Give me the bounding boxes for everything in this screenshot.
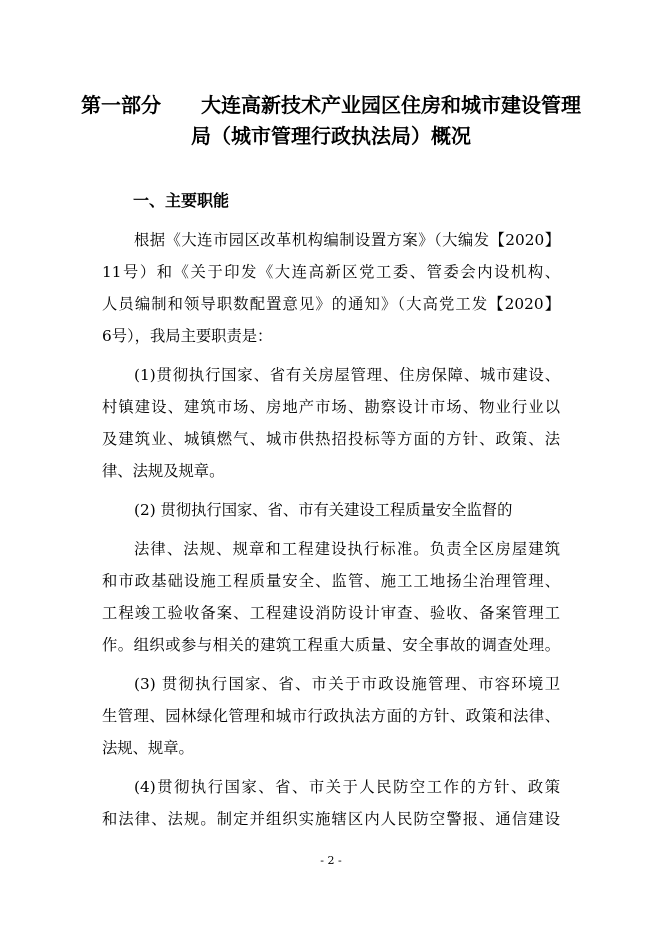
body-line: (3) 贯彻执行国家、省、市关于市政设施管理、市容环境卫 xyxy=(134,675,560,693)
title-org-name: 大连高新技术产业园区住房和城市建设管理 xyxy=(201,93,581,117)
body-line: 根据《大连市园区改革机构编制设置方案》（大编发【2020】 xyxy=(134,231,560,249)
body-line: 作。组织或参与相关的建筑工程重大质量、安全事故的调查处理。 xyxy=(102,636,560,654)
body-line: (4)贯彻执行国家、省、市关于人民防空工作的方针、政策 xyxy=(134,778,560,796)
body-line: (2) 贯彻执行国家、省、市有关建设工程质量安全监督的 xyxy=(134,501,513,519)
body-line: 11号）和《关于印发《大连高新区党工委、管委会内设机构、 xyxy=(102,263,560,281)
document-title-line-1 xyxy=(0,91,662,119)
body-line: 6号），我局主要职责是： xyxy=(102,327,273,345)
body-line: 律、法规及规章。 xyxy=(102,462,225,480)
body-line: 人员编制和领导职数配置意见》的通知》（大高党工发【2020】 xyxy=(102,295,560,313)
page-number: - 2 - xyxy=(320,854,342,867)
body-line: 法律、法规、规章和工程建设执行标准。负责全区房屋建筑 xyxy=(134,540,560,558)
body-line: 生管理、园林绿化管理和城市行政执法方面的方针、政策和法律、 xyxy=(102,707,560,725)
body-line: 及建筑业、城镇燃气、城市供热招投标等方面的方针、政策、法 xyxy=(102,430,560,448)
body-line: 法规、规章。 xyxy=(102,739,194,757)
document-title-line-2: 局（城市管理行政执法局）概况 xyxy=(191,124,471,148)
body-line: 和市政基础设施工程质量安全、监管、施工工地扬尘治理管理、 xyxy=(102,572,560,590)
body-line: 工程竣工验收备案、工程建设消防设计审查、验收、备案管理工 xyxy=(102,604,560,622)
section-heading: 一、主要职能 xyxy=(133,191,230,210)
body-line: (1)贯彻执行国家、省有关房屋管理、住房保障、城市建设、 xyxy=(134,366,560,384)
body-line: 和法律、法规。制定并组织实施辖区内人民防空警报、通信建设 xyxy=(102,810,560,828)
body-line: 村镇建设、建筑市场、房地产市场、勘察设计市场、物业行业以 xyxy=(102,398,560,416)
title-part-label: 第一部分 xyxy=(81,93,161,117)
